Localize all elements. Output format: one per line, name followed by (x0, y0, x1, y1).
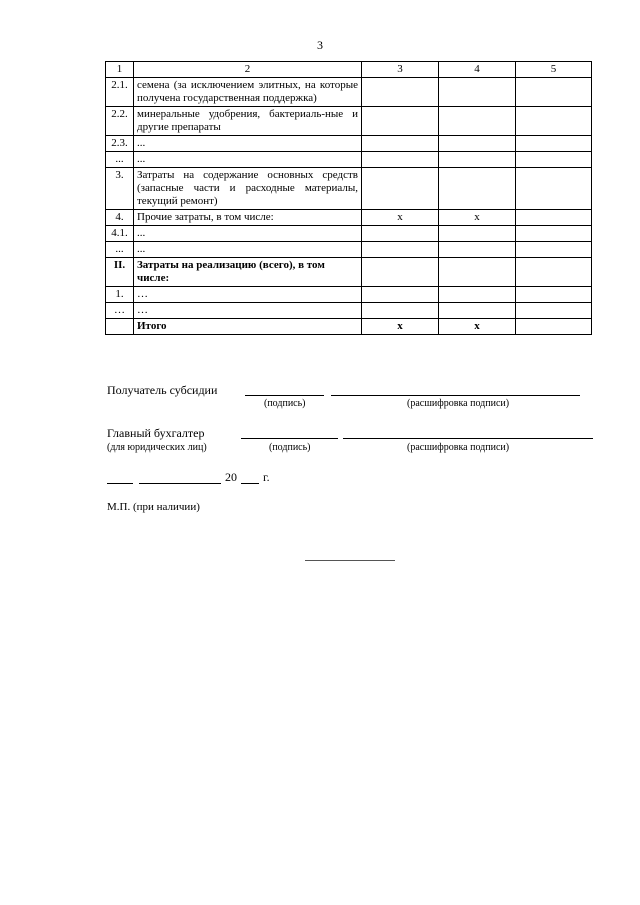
recipient-label: Получатель субсидии (107, 383, 218, 397)
recipient-decoding-line (331, 395, 580, 396)
row-col5-cell (516, 319, 592, 335)
table-row (106, 226, 592, 242)
row-col4-cell (439, 168, 516, 210)
row-col3-cell (362, 136, 439, 152)
row-col5-cell (516, 226, 592, 242)
row-name-cell: Затраты на реализацию (всего), в том числе: (134, 258, 362, 287)
row-name-cell: ... (134, 152, 362, 168)
row-number-cell: 2.2. (106, 107, 134, 136)
date-suffix: г. (263, 470, 270, 484)
header-cell: 1 (106, 62, 134, 78)
table-row (106, 168, 592, 210)
accountant-signature-caption: (подпись) (269, 442, 311, 453)
cost-table (105, 61, 592, 335)
row-col4-cell (439, 226, 516, 242)
table-row (106, 107, 592, 136)
row-name-cell: ... (134, 242, 362, 258)
header-cell: 3 (362, 62, 439, 78)
row-col3-cell (362, 226, 439, 242)
table-row (106, 242, 592, 258)
recipient-signature-caption: (подпись) (264, 398, 306, 409)
row-col4-cell (439, 258, 516, 287)
table-row (106, 152, 592, 168)
row-col3-cell: x (362, 319, 439, 335)
row-col4-cell (439, 303, 516, 319)
row-name-cell: минеральные удобрения, бактериаль-ные и другие препараты (134, 107, 362, 136)
table-row (106, 319, 592, 335)
row-col5-cell (516, 242, 592, 258)
row-number-cell: II. (106, 258, 134, 287)
row-col4-cell: x (439, 210, 516, 226)
row-col4-cell (439, 107, 516, 136)
date-month-line (139, 483, 221, 484)
row-number-cell: ... (106, 152, 134, 168)
row-number-cell: 3. (106, 168, 134, 210)
row-col5-cell (516, 303, 592, 319)
row-col5-cell (516, 107, 592, 136)
row-name-cell: Прочие затраты, в том числе: (134, 210, 362, 226)
row-number-cell: 1. (106, 287, 134, 303)
row-number-cell: 4. (106, 210, 134, 226)
row-number-cell (106, 319, 134, 335)
row-name-cell: ... (134, 226, 362, 242)
row-name-cell: ... (134, 136, 362, 152)
row-col3-cell (362, 303, 439, 319)
row-name-cell: Итого (134, 319, 362, 335)
accountant-label: Главный бухгалтер (107, 426, 205, 440)
row-number-cell: 2.1. (106, 78, 134, 107)
row-col5-cell (516, 210, 592, 226)
date-day-line (107, 483, 133, 484)
table-row (106, 303, 592, 319)
table-row (106, 78, 592, 107)
row-col3-cell (362, 78, 439, 107)
row-col3-cell: x (362, 210, 439, 226)
row-col5-cell (516, 136, 592, 152)
row-col5-cell (516, 168, 592, 210)
row-col4-cell (439, 78, 516, 107)
row-col3-cell (362, 242, 439, 258)
row-number-cell: 4.1. (106, 226, 134, 242)
row-col4-cell (439, 152, 516, 168)
table-row (106, 258, 592, 287)
table-row (106, 287, 592, 303)
header-cell: 4 (439, 62, 516, 78)
row-col3-cell (362, 168, 439, 210)
row-col4-cell (439, 136, 516, 152)
row-number-cell: … (106, 303, 134, 319)
row-col3-cell (362, 152, 439, 168)
row-name-cell: … (134, 303, 362, 319)
table-header-row (106, 62, 592, 78)
stamp-note: М.П. (при наличии) (107, 501, 200, 513)
table-row (106, 210, 592, 226)
row-number-cell: ... (106, 242, 134, 258)
accountant-signature-line (241, 438, 338, 439)
row-col4-cell: x (439, 319, 516, 335)
row-name-cell: семена (за исключением элитных, на которые получена государственная поддержка) (134, 78, 362, 107)
accountant-decoding-caption: (расшифровка подписи) (407, 442, 510, 453)
closing-separator (305, 560, 395, 561)
row-name-cell: … (134, 287, 362, 303)
page-number: 3 (317, 38, 323, 52)
accountant-decoding-line (343, 438, 593, 439)
date-year-line (241, 483, 259, 484)
table-row (106, 136, 592, 152)
row-name-cell: Затраты на содержание основных средств (запасные части и расходные материалы, текущий ремонт) (134, 168, 362, 210)
row-number-cell: 2.3. (106, 136, 134, 152)
row-col5-cell (516, 258, 592, 287)
row-col5-cell (516, 78, 592, 107)
row-col4-cell (439, 287, 516, 303)
row-col3-cell (362, 107, 439, 136)
recipient-signature-line (245, 395, 324, 396)
header-cell: 5 (516, 62, 592, 78)
row-col4-cell (439, 242, 516, 258)
row-col5-cell (516, 287, 592, 303)
accountant-note: (для юридических лиц) (107, 442, 207, 453)
row-col3-cell (362, 287, 439, 303)
row-col3-cell (362, 258, 439, 287)
date-year-prefix: 20 (225, 470, 237, 484)
row-col5-cell (516, 152, 592, 168)
header-cell: 2 (134, 62, 362, 78)
recipient-decoding-caption: (расшифровка подписи) (407, 398, 510, 409)
